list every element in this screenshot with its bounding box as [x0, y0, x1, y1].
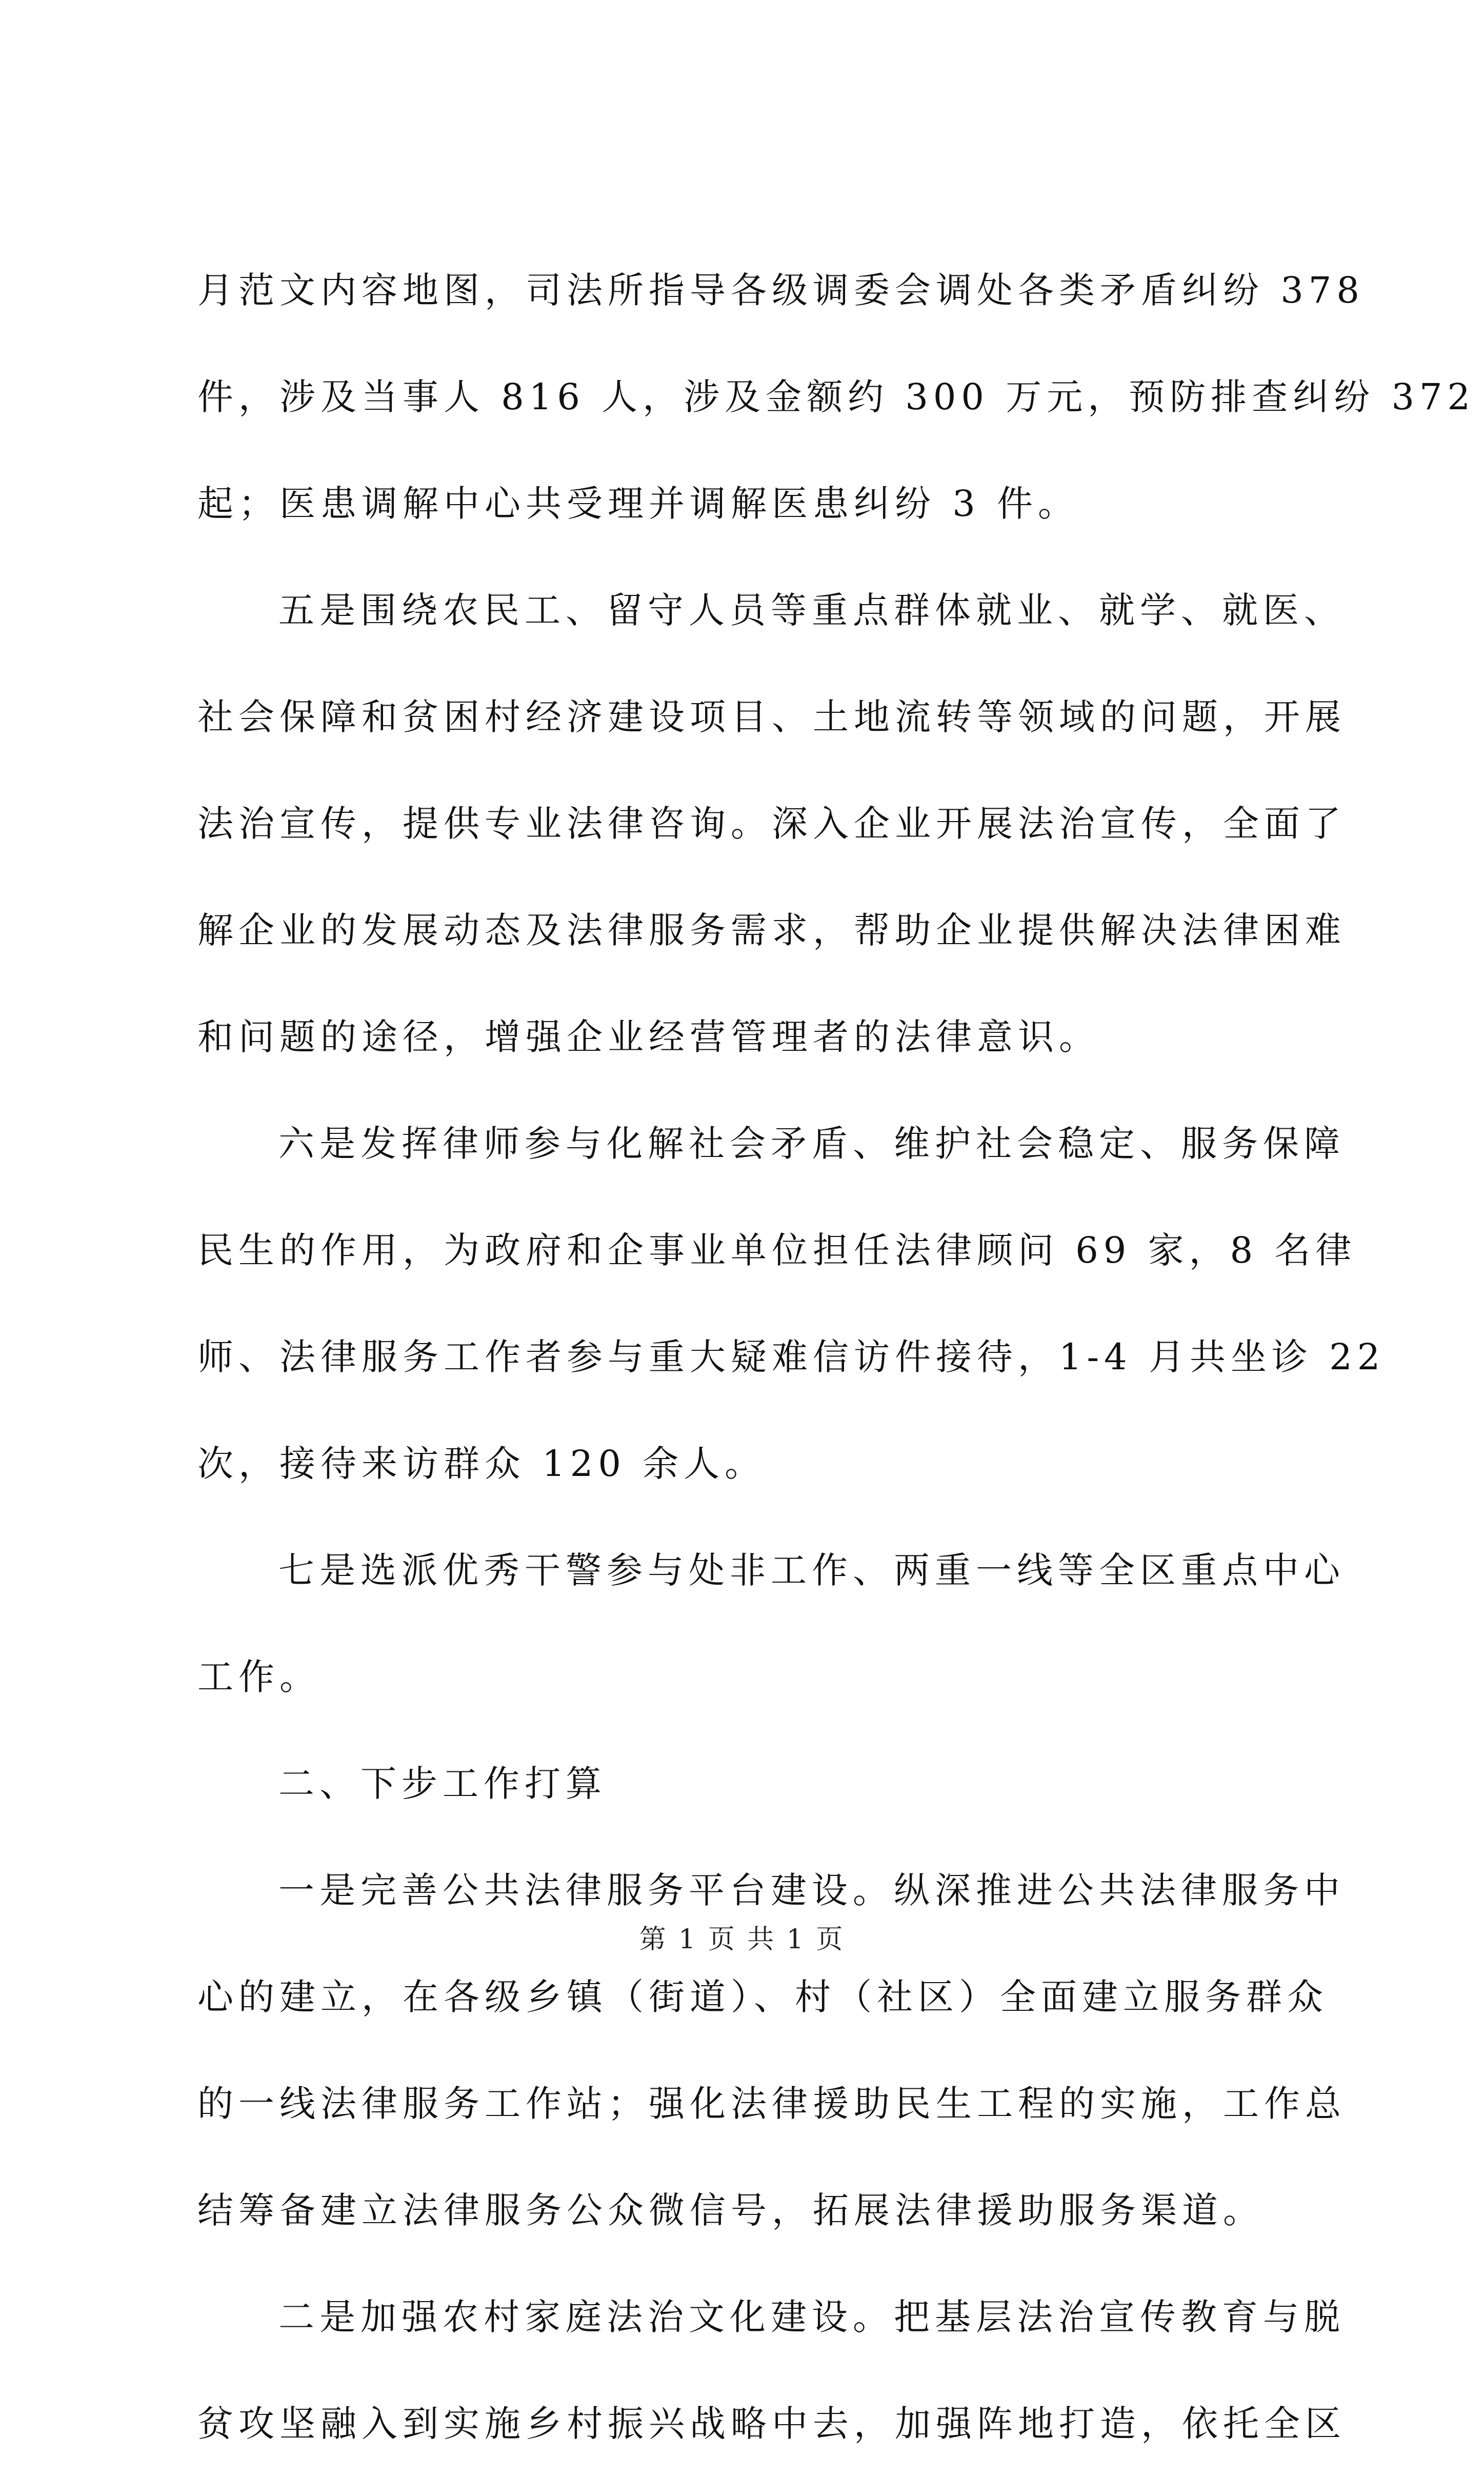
- text-line: 社会保障和贫困村经济建设项目、土地流转等领域的问题，开展: [197, 696, 1346, 738]
- text-line: 解企业的发展动态及法律服务需求，帮助企业提供解决法律困难: [197, 909, 1346, 951]
- text-line: 七是选派优秀干警参与处非工作、两重一线等全区重点中心: [278, 1549, 1345, 1591]
- page-footer: 第 1 页 共 1 页: [639, 1924, 845, 1955]
- text-line: 心的建立，在各级乡镇（街道）、村（社区）全面建立服务群众: [197, 1976, 1328, 2018]
- document-body: [197, 237, 1476, 2477]
- text-line: 的一线法律服务工作站；强化法律援助民生工程的实施，工作总: [197, 2083, 1346, 2125]
- paragraph: [197, 557, 1346, 1090]
- text-line: 件，涉及当事人 816 人，涉及金额约 300 万元，预防排查纠纷 372: [197, 376, 1476, 418]
- text-line: 和问题的途径，增强企业经营管理者的法律意识。: [197, 1016, 1100, 1058]
- text-line: 师、法律服务工作者参与重大疑难信访件接待，1-4 月共坐诊 22: [197, 1336, 1386, 1378]
- text-line: 二、下步工作打算: [278, 1763, 607, 1805]
- text-line: 起；医患调解中心共受理并调解医患纠纷 3 件。: [197, 483, 1079, 525]
- text-line: 法治宣传，提供专业法律咨询。深入企业开展法治宣传，全面了: [197, 803, 1346, 845]
- text-line: 二是加强农村家庭法治文化建设。把基层法治宣传教育与脱: [278, 2296, 1345, 2338]
- paragraph: [197, 237, 1476, 557]
- text-line: 贫攻坚融入到实施乡村振兴战略中去，加强阵地打造，依托全区: [197, 2403, 1346, 2445]
- paragraph: [197, 1730, 1295, 1837]
- paragraph: [197, 2264, 1346, 2477]
- text-line: 六是发挥律师参与化解社会矛盾、维护社会稳定、服务保障: [278, 1123, 1345, 1165]
- paragraph: [197, 1837, 1346, 2264]
- text-line: 结筹备建立法律服务公众微信号，拓展法律援助服务渠道。: [197, 2189, 1264, 2231]
- paragraph: [197, 1517, 1345, 1730]
- text-line: 民生的作用，为政府和企事业单位担任法律顾问 69 家，8 名律: [197, 1229, 1357, 1271]
- text-line: 一是完善公共法律服务平台建设。纵深推进公共法律服务中: [278, 1869, 1345, 1911]
- text-line: 次，接待来访群众 120 余人。: [197, 1443, 766, 1485]
- paragraph: [197, 1090, 1386, 1517]
- text-line: 五是围绕农民工、留守人员等重点群体就业、就学、就医、: [278, 589, 1345, 631]
- text-line: 工作。: [197, 1656, 320, 1698]
- text-line: 月范文内容地图，司法所指导各级调委会调处各类矛盾纠纷 378: [197, 269, 1365, 311]
